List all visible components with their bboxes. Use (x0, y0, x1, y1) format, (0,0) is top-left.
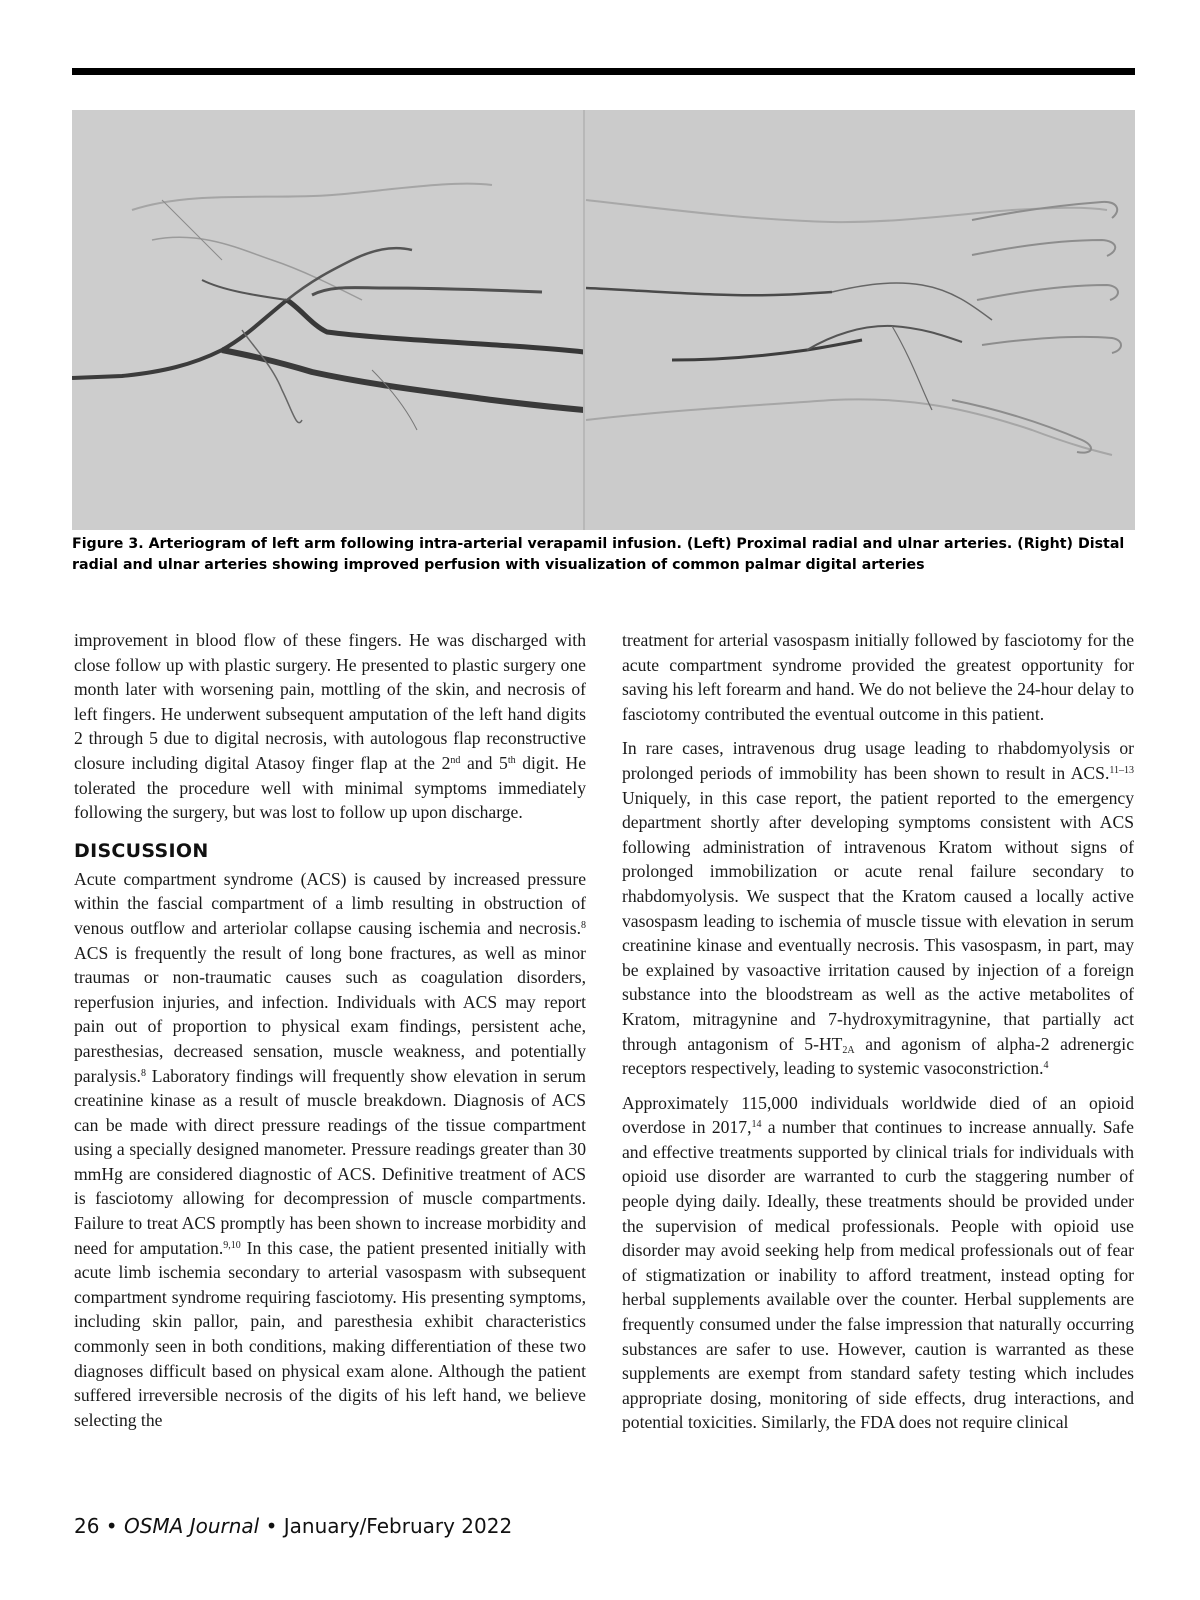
right-paragraph-1: treatment for arterial vasospasm initially followed by fasciotomy for the acute compartment syndrome provided the greatest opportunity for saving his left forearm and hand. We do not believe the 24-hour delay to fasciotomy contributed the eventual outcome in this patient. (622, 630, 1134, 724)
header-rule (72, 68, 1135, 75)
left-column (74, 628, 586, 1442)
page-number: 26 (74, 1514, 100, 1538)
figure-caption: Figure 3. Arteriogram of left arm following intra-arterial verapamil infusion. (Left) Proximal radial and ulnar arteries. (Right) Distal radial and ulnar arteries showing improved perfusion with visualization of common palmar digital arteries (72, 536, 1125, 573)
discussion-heading: DISCUSSION (74, 839, 209, 862)
right-paragraph-3: Approximately 115,000 individuals worldwide died of an opioid overdose in 2017,14 a number that continues to increase annually. Safe and effective treatments supported by clinical trials for individuals with opioid use disorder are warranted to curb the staggering number of people dying daily. Ideally, these treatments should be provided under the supervision of medical professionals. People with opioid use disorder may avoid seeking help from medical professionals out of fear of stigmatization or inability to afford treatment, instead opting for herbal supplements available over the counter. Herbal supplements are frequently consumed under the false impression that naturally occurring substances are safer to use. However, caution is warranted as these supplements are exempt from standard safety testing which includes appropriate dosing, monitoring of side effects, drug interactions, and potential toxicities. Similarly, the FDA does not require clinical (622, 1092, 1134, 1433)
left-panel-arteriogram (72, 110, 584, 530)
right-column (622, 628, 1134, 1445)
arteriogram-figure (72, 110, 1135, 530)
left-paragraph-2: Acute compartment syndrome (ACS) is caused by increased pressure within the fascial compartment of a limb resulting in obstruction of venous outflow and arteriolar collapse causing ischemia and necrosis.$^8$ ACS is frequently the result of long bone fractures, as well as minor traumas or non-traumatic causes such as coagulation disorders, reperfusion injuries, and infection. Individuals with ACS may report pain out of proportion to physical exam findings, persistent ache, paresthesias, decreased sensation, muscle weakness, and potentially paralysis.$^8$ Laboratory findings will frequently show elevation in serum creatinine kinase as a result of muscle breakdown. Diagnosis of ACS can be made with direct pressure readings of the tissue compartment using a specially designed manometer. Pressure readings greater than 30 mmHg are considered diagnostic of ACS. Definitive treatment of ACS is fasciotomy allowing for decompression of muscle compartments. Failure to treat ACS promptly has been shown to increase morbidity and need for amputation.$^{9,10}$ In this case, the patient presented initially with acute limb ischemia secondary to arterial vasospasm with subsequent compartment syndrome requiring fasciotomy. His presenting symptoms, including skin pallor, pain, and paresthesia exhibit characteristics commonly seen in both conditions, making differentiation of these two diagnoses difficult based on physical exam alone. Although the patient suffered irreversible necrosis of the digits of his left hand, we believe selecting the (74, 868, 586, 1430)
issue-date: January/February 2022 (283, 1514, 513, 1538)
arteriogram-image (72, 110, 1135, 530)
right-paragraph-2: In rare cases, intravenous drug usage leading to rhabdomyolysis or prolonged periods of immobility has been shown to result in ACS.$^{11-13}$ Uniquely, in this case report, the patient reported to the emergency department shortly after developing symptoms consistent with ACS following administration of intravenous Kratom without signs of prolonged immobilization or acute renal failure secondary to rhabdomyolysis. We suspect that the Kratom caused a locally active vasospasm leading to ischemia of muscle tissue with elevation in serum creatinine kinase and eventually necrosis. This vasospasm, in part, may be explained by vasoactive irritation caused by injection of a foreign substance into the bloodstream as well as the active metabolites of Kratom, mitragynine and 7-hydroxymitragynine, that partially act through antagonism of $5-HT_{2A}$ and agonism of alpha-2 adrenergic receptors respectively, leading to systemic vasoconstriction.$^4$ (622, 738, 1135, 1079)
journal-name: OSMA Journal (123, 1514, 260, 1538)
left-paragraph-1: improvement in blood flow of these fingers. He was discharged with close follow up with plastic surgery. He presented to plastic surgery one month later with worsening pain, mottling of the skin, and necrosis of left fingers. He underwent subsequent amputation of the left hand digits 2 through 5 due to digital necrosis, with autologous flap reconstructive closure including digital Atasoy finger flap at the 2nd and 5th digit. He tolerated the procedure well with minimal symptoms immediately following the surgery, but was lost to follow up upon discharge. (74, 630, 586, 823)
page-footer: 26 • OSMA Journal • January/February 2022 (74, 1514, 513, 1538)
right-panel-arteriogram (586, 110, 1135, 530)
